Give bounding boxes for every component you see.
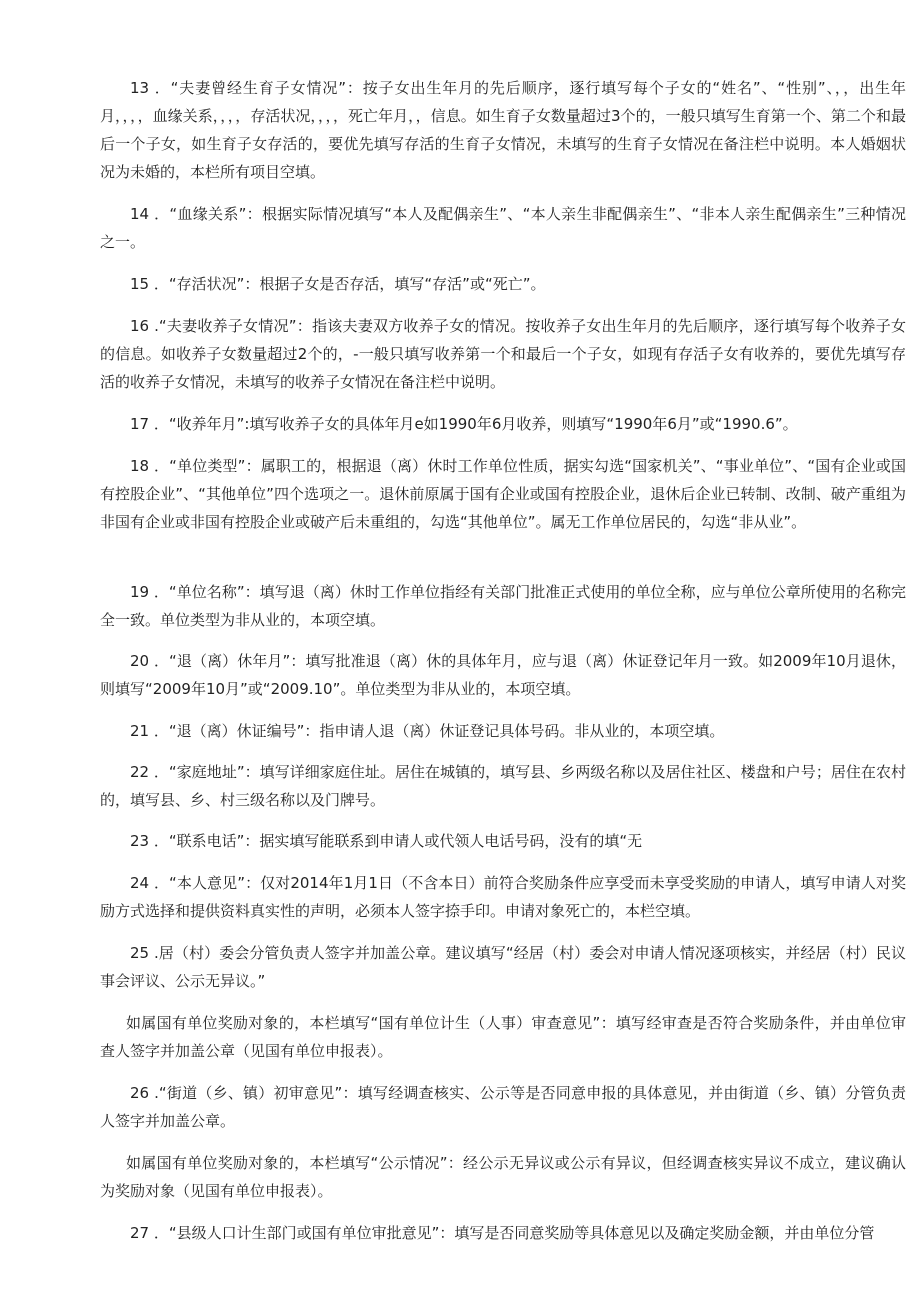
paragraph-13 — [100, 74, 906, 186]
paragraph-text: 21 ．“退（离）休证编号”：指申请人退（离）休证登记具体号码。非从业的，本项空填。 — [130, 722, 725, 740]
paragraph-text: 17 ．“收养年月”:填写收养子女的具体年月e如1990年6月收养，则填写“1990年6月”或“1990.6”。 — [130, 415, 798, 433]
paragraph-17 — [100, 410, 906, 438]
paragraph-text: 22 ．“家庭地址”：填写详细家庭住址。居住在城镇的，填写县、乡两级名称以及居住社区、楼盘和户号；居住在农村的，填写县、乡、村三级名称以及门牌号。 — [100, 763, 906, 809]
paragraph-text: 26 .“街道（乡、镇）初审意见”：填写经调查核实、公示等是否同意申报的具体意见，并由街道（乡、镇）分管负责人签字并加盖公章。 — [100, 1084, 906, 1130]
paragraph-text: 16 .“夫妻收养子女情况”：指该夫妻双方收养子女的情况。按收养子女出生年月的先后顺序，逐行填写每个收养子女的信息。如收养子女数量超过2个的，-一般只填写收养第一个和最后一个子女，如现有存活子女有收养的，要优先填写存活的收养子女情况，未填写的收养子女情况在备注栏中说明。 — [100, 317, 906, 391]
paragraph-18 — [100, 452, 906, 536]
paragraph-text: 18 ．“单位类型”：属职工的，根据退（离）休时工作单位性质，据实勾选“国家机关”、“事业单位”、“国有企业或国有控股企业”、“其他单位”四个选项之一。退休前原属于国有企业或国有控股企业，退休后企业已转制、改制、破产重组为非国有企业或非国有控股企业或破产后未重组的，勾选“其他单位”。属无工作单位居民的，勾选“非从业”。 — [100, 457, 906, 531]
paragraph-24 — [100, 869, 906, 925]
paragraph-25-note — [100, 1009, 906, 1065]
paragraph-text: 15 ．“存活状况”：根据子女是否存活，填写“存活”或“死亡”。 — [130, 275, 546, 293]
paragraph-text: 27 ．“县级人口计生部门或国有单位审批意见”：填写是否同意奖励等具体意见以及确定奖励金额，并由单位分管 — [130, 1224, 875, 1242]
paragraph-text: 如属国有单位奖励对象的，本栏填写“公示情况”：经公示无异议或公示有异议，但经调查核实异议不成立，建议确认为奖励对象（见国有单位申报表）。 — [100, 1154, 906, 1200]
paragraph-19 — [100, 578, 906, 634]
paragraph-14 — [100, 200, 906, 256]
paragraph-15 — [100, 270, 906, 298]
paragraph-26 — [100, 1079, 906, 1135]
paragraph-text: 19 ．“单位名称”：填写退（离）休时工作单位指经有关部门批准正式使用的单位全称，应与单位公章所使用的名称完全一致。单位类型为非从业的，本项空填。 — [100, 583, 906, 629]
paragraph-text: 13 ．“夫妻曾经生育子女情况”：按子女出生年月的先后顺序，逐行填写每个子女的“姓名”、“性别”、，，出生年月，，，，血缘关系，，，，存活状况，，，，死亡年月，，信息。如生育子女数量超过3个的，一般只填写生育第一个、第二个和最后一个子女，如生育子女存活的，要优先填写存活的生育子女情况，未填写的生育子女情况在备注栏中说明。本人婚姻状况为未婚的，本栏所有项目空填。 — [100, 79, 906, 181]
paragraph-16 — [100, 312, 906, 396]
paragraph-text: 14 ．“血缘关系”：根据实际情况填写“本人及配偶亲生”、“本人亲生非配偶亲生”、“非本人亲生配偶亲生”三种情况之一。 — [100, 205, 906, 251]
paragraph-21 — [100, 717, 906, 745]
paragraph-23 — [100, 827, 906, 855]
paragraph-20 — [100, 647, 906, 703]
paragraph-text: 24 ．“本人意见”：仅对2014年1月1日（不含本日）前符合奖励条件应享受而未享受奖励的申请人，填写申请人对奖励方式选择和提供资料真实性的声明，必须本人签字捺手印。申请对象死亡的，本栏空填。 — [100, 874, 906, 920]
paragraph-25 — [100, 939, 906, 995]
paragraph-22 — [100, 758, 906, 814]
paragraph-text: 25 .居（村）委会分管负责人签字并加盖公章。建议填写“经居（村）委会对申请人情况逐项核实，并经居（村）民议事会评议、公示无异议。” — [100, 944, 906, 990]
paragraph-27 — [100, 1219, 906, 1247]
paragraph-text: 23 ．“联系电话”：据实填写能联系到申请人或代领人电话号码，没有的填“无 — [130, 832, 643, 850]
paragraph-26-note — [100, 1149, 906, 1205]
paragraph-text: 如属国有单位奖励对象的，本栏填写“国有单位计生（人事）审查意见”：填写经审查是否符合奖励条件，并由单位审查人签字并加盖公章（见国有单位申报表）。 — [100, 1014, 906, 1060]
paragraph-text: 20 ．“退（离）休年月”：填写批准退（离）休的具体年月，应与退（离）休证登记年月一致。如2009年10月退休，则填写“2009年10月”或“2009.10”。单位类型为非从业的，本项空填。 — [100, 652, 906, 698]
